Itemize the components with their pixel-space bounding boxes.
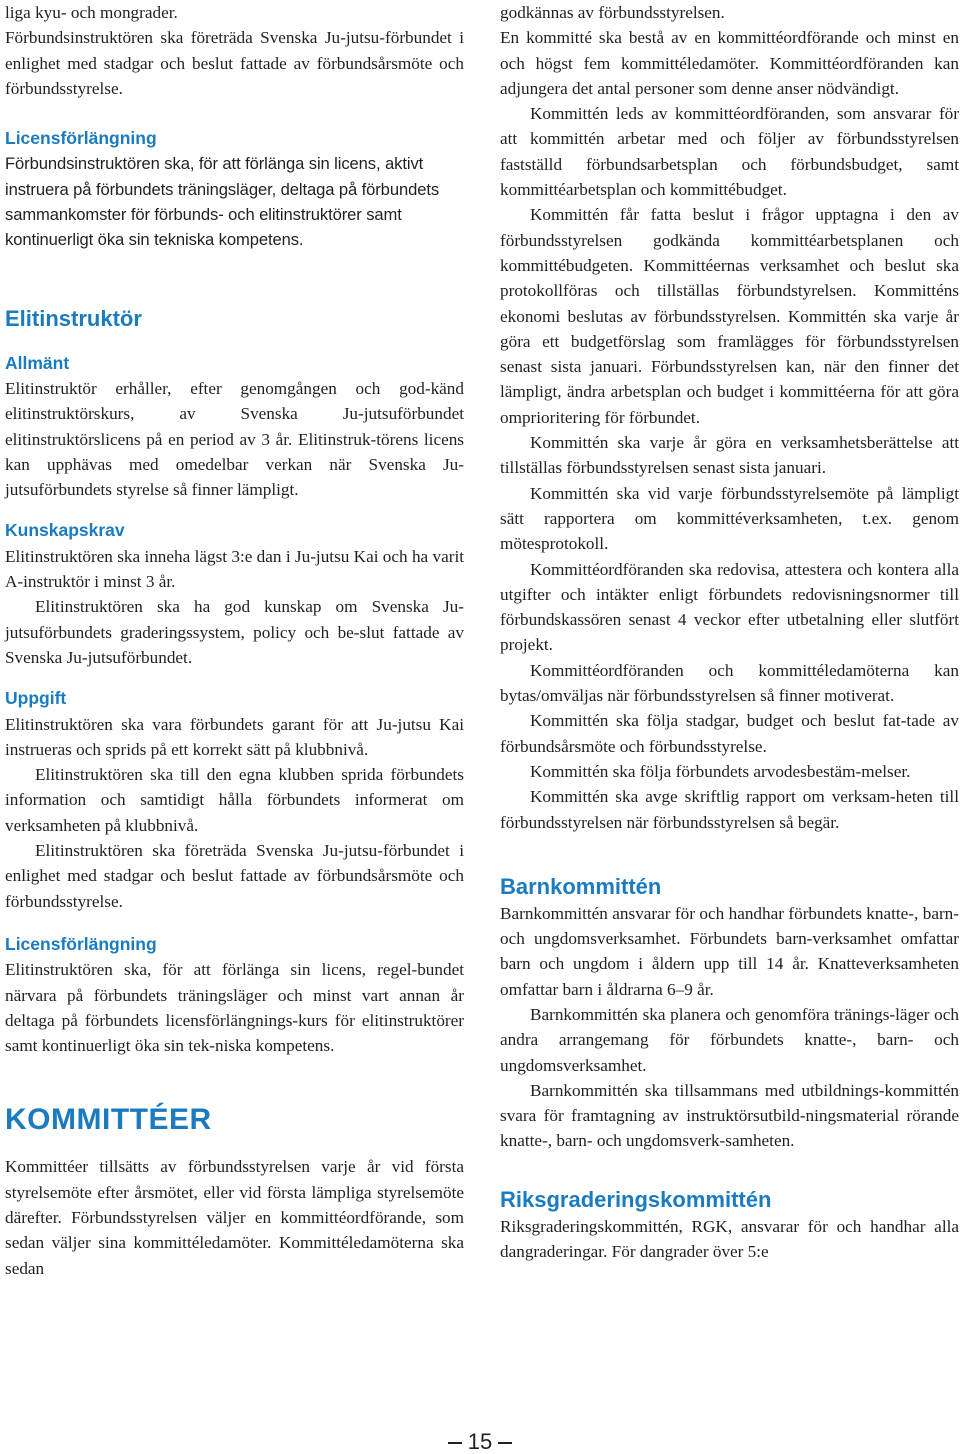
right-column	[500, 0, 959, 1264]
section-title-riksgraderingskommitten: Riksgraderingskommittén	[500, 1186, 772, 1212]
section-title-barnkommitten: Barnkommittén	[500, 873, 662, 899]
paragraph: Kommittén ska vid varje förbundsstyrelsemöte på lämpligt sätt rapportera om kommittéverksamheten, t.ex. genom mötesprotokoll.	[500, 483, 959, 554]
paragraph: Kommittén ska avge skriftlig rapport om verksam-heten till förbundsstyrelsen när förbundsstyrelsen så begär.	[500, 787, 959, 832]
paragraph: Förbundsinstruktören ska, för att förlänga sin licens, aktivt instruera på förbundets träningsläger, deltaga på förbundets sammankomster för förbunds- och elitinstruktörer samt kontinuerligt öka sin tekniska kompetens.	[5, 154, 440, 250]
paragraph: Kommittén ska varje år göra en verksamhetsberättelse att tillställas förbundsstyrelsen senast sista januari.	[500, 433, 959, 478]
section-title-kommitteer: KOMMITTÉER	[5, 1103, 212, 1137]
paragraph: En kommitté ska bestå av en kommittéordförande och minst en och högst fem kommittéledamöter. Kommittéordföranden kan adjungera det antal personer som denne anser nödvändigt.	[500, 28, 959, 98]
paragraph: Riksgraderingskommittén, RGK, ansvarar för och handhar alla dangraderingar. För dangrader över 5:e	[500, 1216, 959, 1262]
paragraph: Kommittéordföranden ska redovisa, attestera och kontera alla utgifter och intäkter enligt förbundets redovisningsnormer till förbundskassören senast 4 veckor efter utbetalning eller slutfört projekt.	[500, 559, 959, 655]
page-number	[440, 1430, 520, 1454]
subheading-licensforlangning: Licensförlängning	[5, 933, 157, 954]
paragraph: Förbundsinstruktören ska företräda Svenska Ju-jutsu-förbundet i enlighet med stadgar och beslut fattade av förbundsårsmöte och förbundsstyrelse.	[5, 28, 464, 98]
paragraph: Kommittén ska följa stadgar, budget och beslut fat-tade av förbundsårsmöte och förbundsstyrelse.	[500, 711, 959, 756]
paragraph: Barnkommittén ansvarar för och handhar förbundets knatte-, barn- och ungdomsverksamhet. Förbundets barn-verksamhet omfattar barn och ungdom i åldern upp till 14 år. Knatteverksamheten omfattar barn i åldrarna 6–9 år.	[500, 903, 959, 999]
paragraph: Elitinstruktör erhåller, efter genomgången och god-känd elitinstruktörskurs, av Svenska Ju-jutsuförbundet elitinstruktörslicens på en period av 3 år. Elitinstruk-törens licens kan upphävas med omedelbar verkan när Svenska Ju-jutsuförbundets styrelse så finner lämpligt.	[5, 378, 464, 500]
subheading-uppgift: Uppgift	[5, 688, 67, 709]
dash-right	[498, 1442, 512, 1444]
paragraph: Kommittén ska följa förbundets arvodesbestäm-melser.	[530, 761, 911, 781]
subheading-allmant: Allmänt	[5, 352, 70, 373]
paragraph: liga kyu- och mongrader.	[5, 3, 178, 22]
paragraph: Elitinstruktören ska inneha lägst 3:e dan i Ju-jutsu Kai och ha varit A-instruktör i minst 3 år.	[5, 546, 464, 592]
subheading-licensforlangning: Licensförlängning	[5, 128, 157, 149]
paragraph: Elitinstruktören ska, för att förlänga sin licens, regel-bundet närvara på förbundets träningsläger och minst vart annan år deltaga på förbundets licensförlängnings-kurs för elitinstruktörer samt kontinuerligt öka sin tek-niska kompetens.	[5, 960, 464, 1056]
section-title-elitinstruktor: Elitinstruktör	[5, 305, 142, 331]
paragraph: Elitinstruktören ska till den egna klubben sprida förbundets information och samtidigt hålla förbundets informerat om verksamheten på klubbnivå.	[5, 765, 464, 835]
paragraph: Kommittéer tillsätts av förbundsstyrelsen varje år vid första styrelsemöte efter årsmötet, eller vid första lämpliga styrelsemöte därefter. Förbundsstyrelsen väljer en kommittéordförande, som sedan väljer sina kommittéledamöter. Kommittéledamöterna ska sedan	[5, 1157, 464, 1278]
paragraph: Elitinstruktören ska företräda Svenska Ju-jutsu-förbundet i enlighet med stadgar och beslut fattade av förbundsårsmöte och förbundsstyrelse.	[5, 841, 464, 911]
paragraph: Barnkommittén ska tillsammans med utbildnings-kommittén svara för framtagning av instruktörsutbild-ningsmaterial rörande knatte-, barn- och ungdomsverk-samheten.	[500, 1080, 959, 1151]
subheading-kunskapskrav: Kunskapskrav	[5, 520, 125, 541]
left-column	[5, 0, 464, 1281]
page-number-value: 15	[467, 1429, 493, 1454]
paragraph: godkännas av förbundsstyrelsen.	[500, 3, 725, 22]
dash-left	[448, 1442, 462, 1444]
paragraph: Kommittén leds av kommittéordföranden, som ansvarar för att kommittén arbetar med och följer av förbundsstyrelsen fastställd förbundsarbetsplan och förbundsbudget, samt kommittéarbetsplan och kommittébudget.	[500, 104, 959, 200]
paragraph: Barnkommittén ska planera och genomföra tränings-läger och andra arrangemang för förbundets knatte-, barn- och ungdomsverksamhet.	[500, 1004, 959, 1075]
paragraph: Kommittén får fatta beslut i frågor upptagna i den av förbundsstyrelsen godkända kommittéarbetsplanen och kommittébudgeten. Kommittéernas verksamhet och beslut ska protokollföras och tillställas förbundstyrelsen. Kommitténs ekonomi beslutas av förbundsstyrelsen. Kommittén ska varje år göra ett budgetförslag som framlägges för förbundsstyrelsen senast sista januari. Förbundsstyrelsen kan, när den finner det lämpligt, ändra arbetsplan och budget i kommittéerna för att göra omprioritering för förbundet.	[500, 205, 959, 427]
paragraph: Elitinstruktören ska ha god kunskap om Svenska Ju-jutsuförbundets graderingssystem, policy och be-slut fattade av Svenska Ju-jutsuförbundet.	[5, 597, 464, 667]
paragraph: Elitinstruktören ska vara förbundets garant för att Ju-jutsu Kai instrueras och sprids på ett korrekt sätt på klubbnivå.	[5, 714, 464, 759]
paragraph: Kommittéordföranden och kommittéledamöterna kan bytas/omväljas när förbundsstyrelsen så finner motiverat.	[500, 660, 959, 706]
